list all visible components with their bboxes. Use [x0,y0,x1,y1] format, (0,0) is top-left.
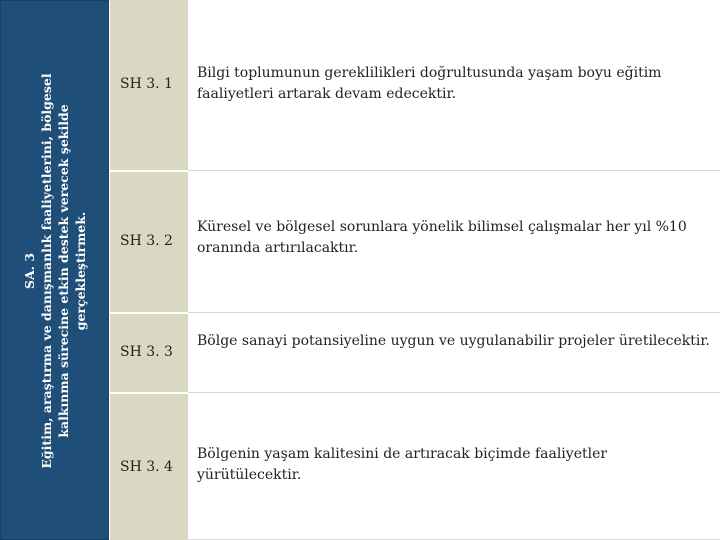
target-code: SH 3. 3 [120,344,173,360]
objective-line: kalkınma sürecine etkin destek verecek şekilde [56,104,71,438]
target-row [110,0,720,170]
target-row [110,392,720,540]
target-row [110,170,720,312]
target-text: Bölge sanayi potansiyeline uygun ve uygulanabilir projeler üretilecektir. [197,333,711,349]
row-divider [188,392,720,393]
objective-title: SA. 3 [22,252,37,290]
target-text: Küresel ve bölgesel sorunlara yönelik bilimsel çalışmalar her yıl %10 oranında artırılacaktır. [197,219,687,256]
objective-line: gerçekleştirmek. [73,211,88,331]
objective-line: Eğitim, araştırma ve danışmanlık faaliyetlerini, bölgesel [39,73,54,469]
target-text: Bilgi toplumunun gereklilikleri doğrultusunda yaşam boyu eğitim faaliyetleri artarak devam edecektir. [197,65,662,102]
target-row [110,312,720,392]
target-code: SH 3. 4 [120,459,173,475]
row-divider [188,312,720,313]
objective-panel [0,0,109,540]
target-code: SH 3. 1 [120,76,173,92]
objective-text [21,11,89,531]
target-code: SH 3. 2 [120,233,173,249]
target-text: Bölgenin yaşam kalitesini de artıracak biçimde faaliyetler yürütülecektir. [197,446,608,483]
row-divider [188,170,720,171]
